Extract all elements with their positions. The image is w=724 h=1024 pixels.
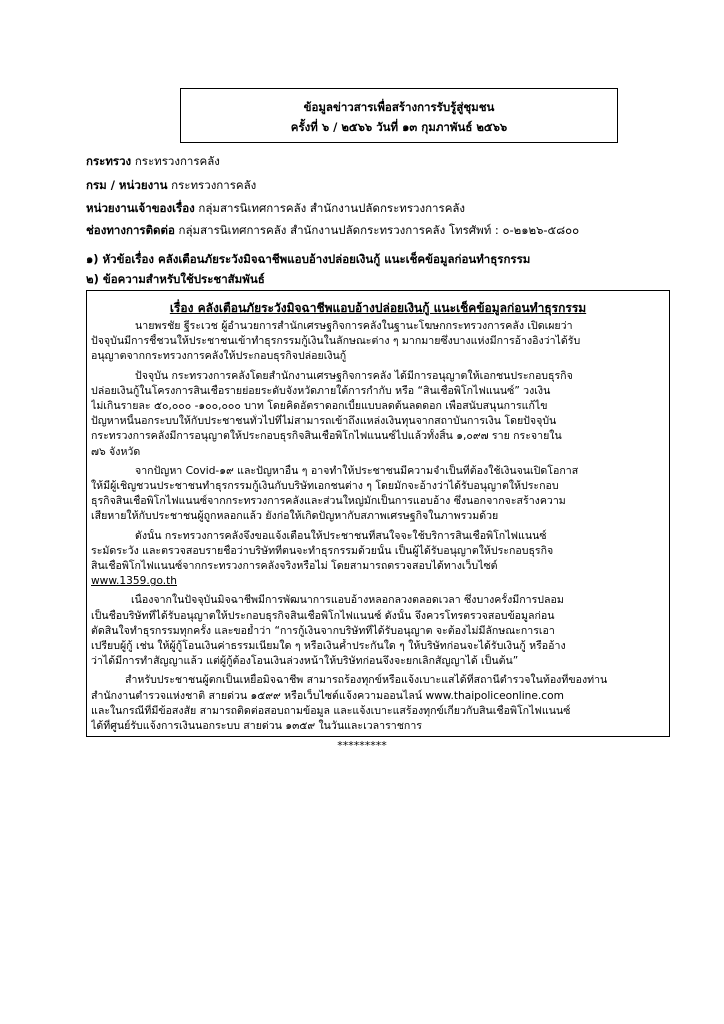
- meta-contact-label: ช่องทางการติดต่อ: [86, 223, 175, 237]
- paragraph-line: ระมัดระวัง และตรวจสอบรายชื่อว่าบริษัทที่ตนจะทำธุรกรรมด้วยนั้น เป็นผู้ได้รับอนุญาตให้ประกอบธุรกิจ: [91, 544, 554, 557]
- paragraph-line: และในกรณีที่มีข้อสงสัย สามารถติดต่อสอบถามข้อมูล และแจ้งเบาะแสร้องทุกข์เกี่ยวกับสินเชื่อพิโกไฟแนนซ์: [91, 704, 571, 717]
- paragraph-line: จากปัญหา Covid-๑๙ และปัญหาอื่น ๆ อาจทำให้ประชาชนมีความจำเป็นที่ต้องใช้เงินจนเปิดโอกาส: [135, 464, 579, 477]
- paragraph-line: ตัดสินใจทำธุรกรรมทุกครั้ง และขอย้ำว่า “การกู้เงินจากบริษัทที่ได้รับอนุญาต จะต้องไม่มีลักษณะการเอา: [91, 624, 555, 637]
- meta-owner: [86, 200, 465, 218]
- meta-owner-value: กลุ่มสารนิเทศการคลัง สำนักงานปลัดกระทรวงการคลัง: [198, 201, 466, 215]
- topic-heading: ๑) หัวข้อเรื่อง คลังเตือนภัยระวังมิจฉาชีพแอบอ้างปล่อยเงินกู้ แนะเช็คข้อมูลก่อนทำธุรกรรม: [86, 252, 531, 266]
- paragraph-line: ว่าได้มีการทำสัญญาแล้ว แต่ผู้กู้ต้องโอนเงินล่วงหน้าให้บริษัทก่อนจึงจะยกเลิกสัญญาได้ เป็นต้น”: [91, 655, 519, 668]
- paragraph-line: อนุญาตจากกระทรวงการคลังให้ประกอบธุรกิจปล่อยเงินกู้: [91, 350, 347, 363]
- paragraph-4: [87, 529, 671, 590]
- paragraph-line: สำหรับประชาชนผู้ตกเป็นเหยื่อมิจฉาชีพ สามารถร้องทุกข์หรือแจ้งเบาะแสได้ที่สถานีตำรวจในท้องที่ของท่าน: [125, 674, 608, 687]
- paragraph-line: เป็นชื่อบริษัทที่ได้รับอนุญาตให้ประกอบธุรกิจสินเชื่อพิโกไฟแนนซ์ ดังนั้น จึงควรโทรตรวจสอบข้อมูลก่อน: [91, 609, 555, 622]
- article-box: [86, 290, 670, 737]
- paragraph-line: ๗๖ จังหวัด: [91, 445, 141, 458]
- meta-owner-label: หน่วยงานเจ้าของเรื่อง: [86, 201, 195, 215]
- paragraph-line: เนื่องจากในปัจจุบันมิจฉาชีพมีการพัฒนาการแอบอ้างหลอกลวงตลอดเวลา ซึ่งบางครั้งมีการปลอม: [131, 594, 564, 607]
- header-issue: ครั้งที่ ๖ / ๒๕๖๖ วันที่ ๑๓ กุมภาพันธ์ ๒๕๖๖: [290, 120, 508, 134]
- meta-ministry: [86, 153, 220, 171]
- meta-dept: [86, 177, 256, 195]
- header-box: [180, 88, 618, 143]
- paragraph-6: [87, 673, 671, 734]
- paragraph-line: ปัญหาหนี้นอกระบบให้กับประชาชนทั่วไปที่ไม่สามารถเข้าถึงแหล่งเงินทุนจากสถาบันการเงิน โดยปัจจุบัน: [91, 415, 557, 428]
- paragraph-line: ธุรกิจสินเชื่อพิโกไฟแนนซ์จากกระทรวงการคลังและส่วนใหญ่มักเป็นการแอบอ้าง ซึ่งนอกจากจะสร้างความ: [91, 495, 566, 508]
- paragraph-line: ให้มีผู้เชิญชวนประชาชนทำธุรกรรมกู้เงินกับบริษัทเอกชนต่าง ๆ โดยมักจะอ้างว่าได้รับอนุญาตให้ประกอบ: [91, 479, 559, 492]
- paragraph-line: ไม่เกินรายละ ๕๐,๐๐๐ -๑๐๐,๐๐๐ บาท โดยคิดอัตราดอกเบี้ยแบบลดต้นลดดอก เพื่อสนับสนุนการแก้ไข: [91, 399, 548, 412]
- paragraph-line: สำนักงานตำรวจแห่งชาติ สายด่วน ๑๕๙๙ หรือเว็บไซต์แจ้งความออนไลน์ www.thaipoliceonline.com: [91, 689, 564, 702]
- paragraph-1: [87, 319, 671, 365]
- paragraph-line: ได้ที่ศูนย์รับแจ้งการเงินนอกระบบ สายด่วน ๑๓๕๙ ในวันและเวลาราชการ: [91, 719, 422, 732]
- meta-contact: [86, 222, 579, 240]
- meta-ministry-label: กระทรวง: [86, 154, 132, 168]
- paragraph-line: ปัจจุบัน กระทรวงการคลังโดยสำนักงานเศรษฐกิจการคลัง ได้มีการอนุญาตให้เอกชนประกอบธุรกิจ: [135, 369, 573, 382]
- paragraph-2: [87, 369, 671, 460]
- end-marker: *********: [337, 739, 387, 753]
- website-link[interactable]: www.1359.go.th: [91, 575, 177, 588]
- meta-dept-label: กรม / หน่วยงาน: [86, 178, 168, 192]
- paragraph-line: กระทรวงการคลังมีการอนุญาตให้ประกอบธุรกิจสินเชื่อพิโกไฟแนนซ์ไปแล้วทั้งสิ้น ๑,๐๙๗ ราย กระจายใน: [91, 430, 562, 443]
- meta-ministry-value: กระทรวงการคลัง: [134, 154, 220, 168]
- paragraph-5: [87, 593, 671, 669]
- header-title: ข้อมูลข่าวสารเพื่อสร้างการรับรู้สู่ชุมชน: [303, 100, 495, 114]
- paragraph-line: เสียหายให้กับประชาชนผู้ถูกหลอกแล้ว ยังก่อให้เกิดปัญหากับสภาพเศรษฐกิจในภาพรวมด้วย: [91, 510, 499, 523]
- paragraph-3: [87, 464, 671, 525]
- meta-contact-value: กลุ่มสารนิเทศการคลัง สำนักงานปลัดกระทรวงการคลัง โทรศัพท์ : ๐-๒๑๒๖-๕๘๐๐: [178, 223, 580, 237]
- meta-dept-value: กระทรวงการคลัง: [171, 178, 257, 192]
- topic-pr-text: ๒) ข้อความสำหรับใช้ประชาสัมพันธ์: [86, 272, 265, 286]
- paragraph-line: เปรียบผู้กู้ เช่น ให้ผู้กู้โอนเงินค่าธรรมเนียมใด ๆ หรือเงินค้ำประกันใด ๆ ให้บริษัทก่อนจะได้รับเงินกู้ หรืออ้าง: [91, 639, 566, 652]
- paragraph-line: สินเชื่อพิโกไฟแนนซ์จากกระทรวงการคลังจริงหรือไม่ โดยสามารถตรวจสอบได้ทางเว็บไซต์: [91, 559, 498, 572]
- paragraph-line: ปล่อยเงินกู้ในโครงการสินเชื่อรายย่อยระดับจังหวัดภายใต้การกำกับ หรือ “สินเชื่อพิโกไฟแนนซ์” วงเงิน: [91, 384, 551, 397]
- paragraph-line: นายพรชัย ฐีระเวช ผู้อำนวยการสำนักเศรษฐกิจการคลังในฐานะโฆษกกระทรวงการคลัง เปิดเผยว่า: [135, 320, 573, 332]
- article-title: เรื่อง คลังเตือนภัยระวังมิจฉาชีพแอบอ้างปล่อยเงินกู้ แนะเช็คข้อมูลก่อนทำธุรกรรม: [169, 301, 587, 315]
- paragraph-line: ปัจจุบันมีการชี้ชวนให้ประชาชนเข้าทำธุรกรรมกู้เงินในลักษณะต่าง ๆ มากมายซึ่งบางแห่งมีการอ้างอิงว่าได้รับ: [91, 335, 581, 348]
- paragraph-line: ดังนั้น กระทรวงการคลังจึงขอแจ้งเตือนให้ประชาชนที่สนใจจะใช้บริการสินเชื่อพิโกไฟแนนซ์: [135, 529, 547, 542]
